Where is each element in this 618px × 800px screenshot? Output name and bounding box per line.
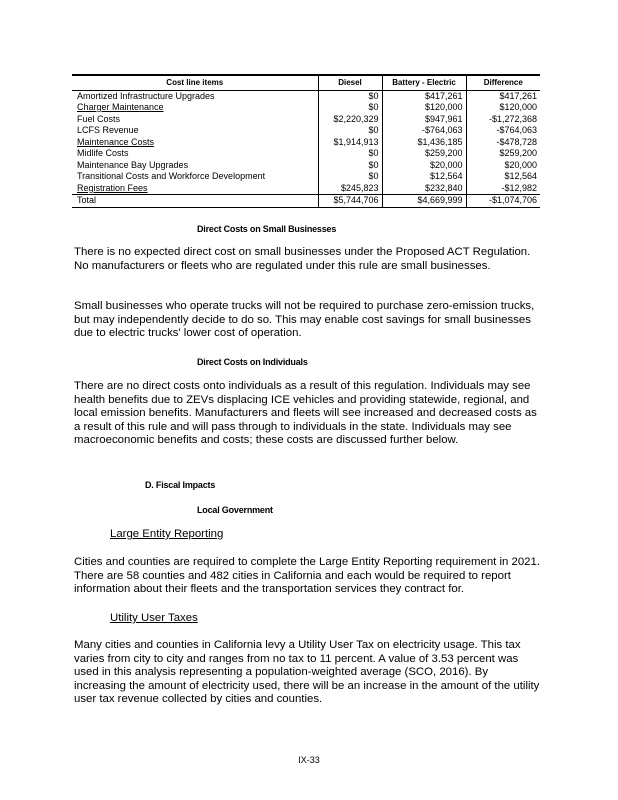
table-total-row [72,195,540,208]
utility-user-taxes-paragraph: Many cities and counties in California levy a Utility User Tax on electricity usage. This tax varies from city to city and ranges from no tax to 11 percent. A value of 3.53 percent was used in this analysis representing a population-weighted average (SCO, 2016). By increasing the amount of electricity used, there will be an increase in the amount of the utility user tax revenue collected by cities and counties. [74,639,540,705]
row-diesel: $0 [318,171,382,183]
row-diesel: $0 [318,90,382,102]
small-business-paragraph-1: There is no expected direct cost on small businesses under the Proposed ACT Regulation. No manufacturers or fleets who are regulated under this rule are small businesses. [74,246,531,272]
individuals-paragraph: There are no direct costs onto individuals as a result of this regulation. Individuals may see health benefits due to ZEVs displacing ICE vehicles and providing statewide, regional, and local emission benefits. Manufacturers and fleets will see increased and decreased costs as a result of this rule and will pass through to individuals in the state. Individuals may see macroeconomic benefits and costs; these costs are discussed further below. [74,380,537,446]
row-difference: $120,000 [466,102,540,114]
table-row [72,183,540,195]
row-diesel: $0 [318,160,382,172]
row-difference: $417,261 [466,90,540,102]
row-diesel: $0 [318,125,382,137]
row-difference: $259,200 [466,148,540,160]
row-item: Transitional Costs and Workforce Development [77,171,266,181]
header-cost-line-items: Cost line items [72,75,318,90]
row-item: Charger Maintenance [77,102,164,112]
row-difference: $12,564 [466,171,540,183]
table-row [72,171,540,183]
row-difference: -$764,063 [466,125,540,137]
row-battery: $232,840 [382,183,466,195]
header-diesel: Diesel [318,75,382,90]
row-battery: $947,961 [382,114,466,126]
small-business-heading: Direct Costs on Small Businesses [197,224,337,234]
local-government-heading: Local Government [197,505,273,515]
total-difference: -$1,074,706 [466,195,540,208]
row-difference: -$12,982 [466,183,540,195]
row-difference: $20,000 [466,160,540,172]
row-battery: $120,000 [382,102,466,114]
table-row [72,90,540,102]
large-entity-paragraph: Cities and counties are required to complete the Large Entity Reporting requirement in 2021. There are 58 counties and 482 cities in California and each would be required to report information about their fleets and the transportation services they contract for. [74,556,541,595]
row-battery: $20,000 [382,160,466,172]
row-item: Fuel Costs [77,113,121,124]
row-diesel: $1,914,913 [318,137,382,149]
total-label: Total [72,195,318,208]
row-item: Midlife Costs [77,148,129,158]
row-item: Registration Fees [77,182,148,193]
row-diesel: $0 [318,102,382,114]
row-diesel: $2,220,329 [318,114,382,126]
header-difference: Difference [466,75,540,90]
table-row [72,114,540,126]
row-battery: -$764,063 [382,125,466,137]
row-diesel: $0 [318,148,382,160]
row-difference: -$478,728 [466,137,540,149]
table-row [72,148,540,160]
row-battery: $259,200 [382,148,466,160]
large-entity-reporting-heading: Large Entity Reporting [110,528,224,540]
row-item: Amortized Infrastructure Upgrades [77,90,215,101]
total-diesel: $5,744,706 [318,195,382,208]
row-item: Maintenance Bay Upgrades [77,159,189,170]
page-number: IX-33 [298,755,320,765]
utility-user-taxes-heading: Utility User Taxes [110,612,198,624]
row-diesel: $245,823 [318,183,382,195]
total-battery: $4,669,999 [382,195,466,208]
row-item: LCFS Revenue [77,125,139,135]
row-battery: $417,261 [382,90,466,102]
row-battery: $12,564 [382,171,466,183]
individuals-heading: Direct Costs on Individuals [197,357,308,367]
row-difference: -$1,272,368 [466,114,540,126]
table-row [72,102,540,114]
small-business-paragraph-2: Small businesses who operate trucks will not be required to purchase zero-emission trucks, but may independently decide to do so. This may enable cost savings for small businesses due to electric trucks' lower cost of operation. [74,300,535,339]
cost-table [72,74,540,208]
fiscal-impacts-heading: D. Fiscal Impacts [145,480,216,490]
row-item: Maintenance Costs [77,136,155,147]
cost-comparison-table [72,74,540,208]
table-row [72,160,540,172]
row-battery: $1,436,185 [382,137,466,149]
header-battery-electric: Battery - Electric [382,75,466,90]
table-row [72,125,540,137]
table-header-row [72,75,540,90]
table-row [72,137,540,149]
